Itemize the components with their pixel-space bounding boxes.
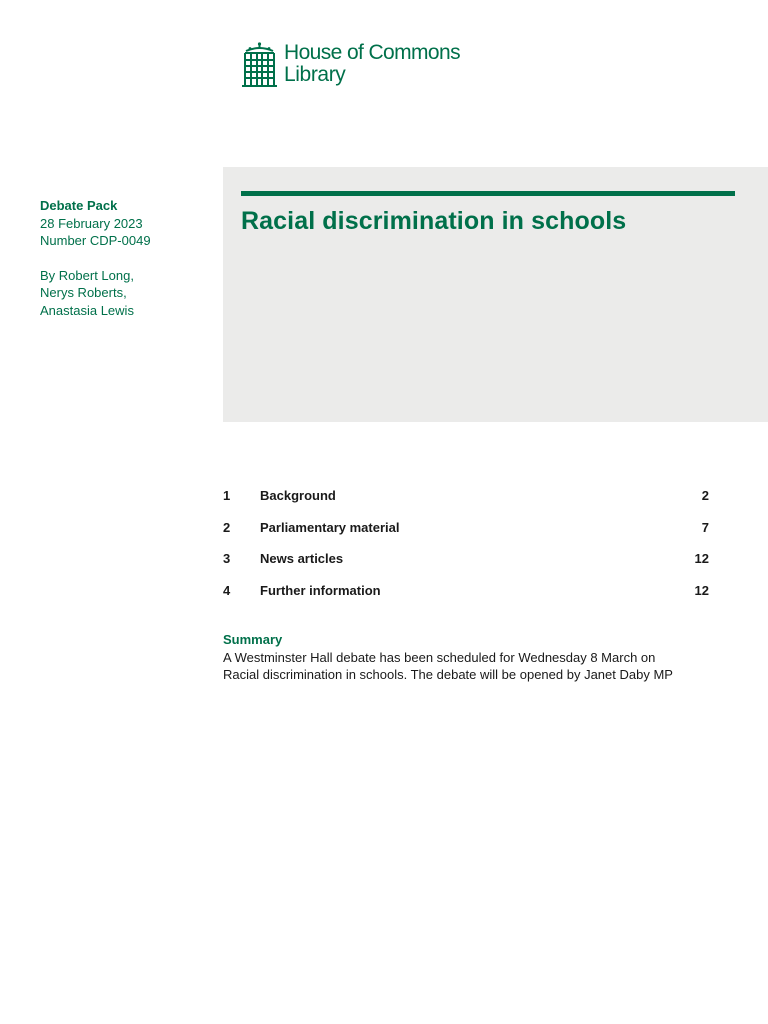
- toc-label[interactable]: Further information: [260, 583, 381, 599]
- toc-label[interactable]: Background: [260, 488, 336, 503]
- logo-title: House of Commons: [284, 41, 460, 64]
- table-of-contents: [223, 488, 709, 615]
- document-date: 28 February 2023: [40, 215, 143, 231]
- summary-line: A Westminster Hall debate has been scheduled for Wednesday 8 March on: [223, 649, 656, 665]
- toc-page: 12: [694, 551, 709, 567]
- toc-row[interactable]: [223, 520, 709, 552]
- author-line: By Robert Long,: [40, 267, 134, 283]
- document-meta: [40, 197, 151, 320]
- toc-number: 4: [223, 583, 231, 599]
- toc-number: 3: [223, 551, 231, 567]
- title-panel: [223, 167, 768, 422]
- title-rule: [241, 191, 735, 196]
- summary-line: Racial discrimination in schools. The debate will be opened by Janet Daby MP: [223, 667, 673, 683]
- summary-heading: Summary: [223, 632, 283, 647]
- toc-row[interactable]: [223, 551, 709, 583]
- toc-page: 2: [701, 488, 709, 503]
- toc-number: 1: [223, 488, 231, 503]
- logo-subtitle: Library: [284, 63, 346, 86]
- toc-page: 7: [701, 519, 709, 535]
- toc-row[interactable]: [223, 583, 709, 615]
- toc-label[interactable]: News articles: [260, 551, 344, 567]
- toc-row[interactable]: [223, 488, 709, 520]
- author-line: Anastasia Lewis: [40, 302, 134, 318]
- document-number: Number CDP-0049: [40, 233, 151, 249]
- toc-label[interactable]: Parliamentary material: [260, 519, 400, 535]
- toc-page: 12: [694, 583, 709, 599]
- summary-section: [223, 631, 723, 684]
- document-title: Racial discrimination in schools: [241, 207, 627, 235]
- portcullis-icon: [240, 42, 279, 88]
- toc-number: 2: [223, 519, 231, 535]
- house-of-commons-library-logo: [240, 42, 460, 88]
- author-line: Nerys Roberts,: [40, 285, 127, 301]
- document-type: Debate Pack: [40, 198, 118, 213]
- authors: [40, 267, 151, 320]
